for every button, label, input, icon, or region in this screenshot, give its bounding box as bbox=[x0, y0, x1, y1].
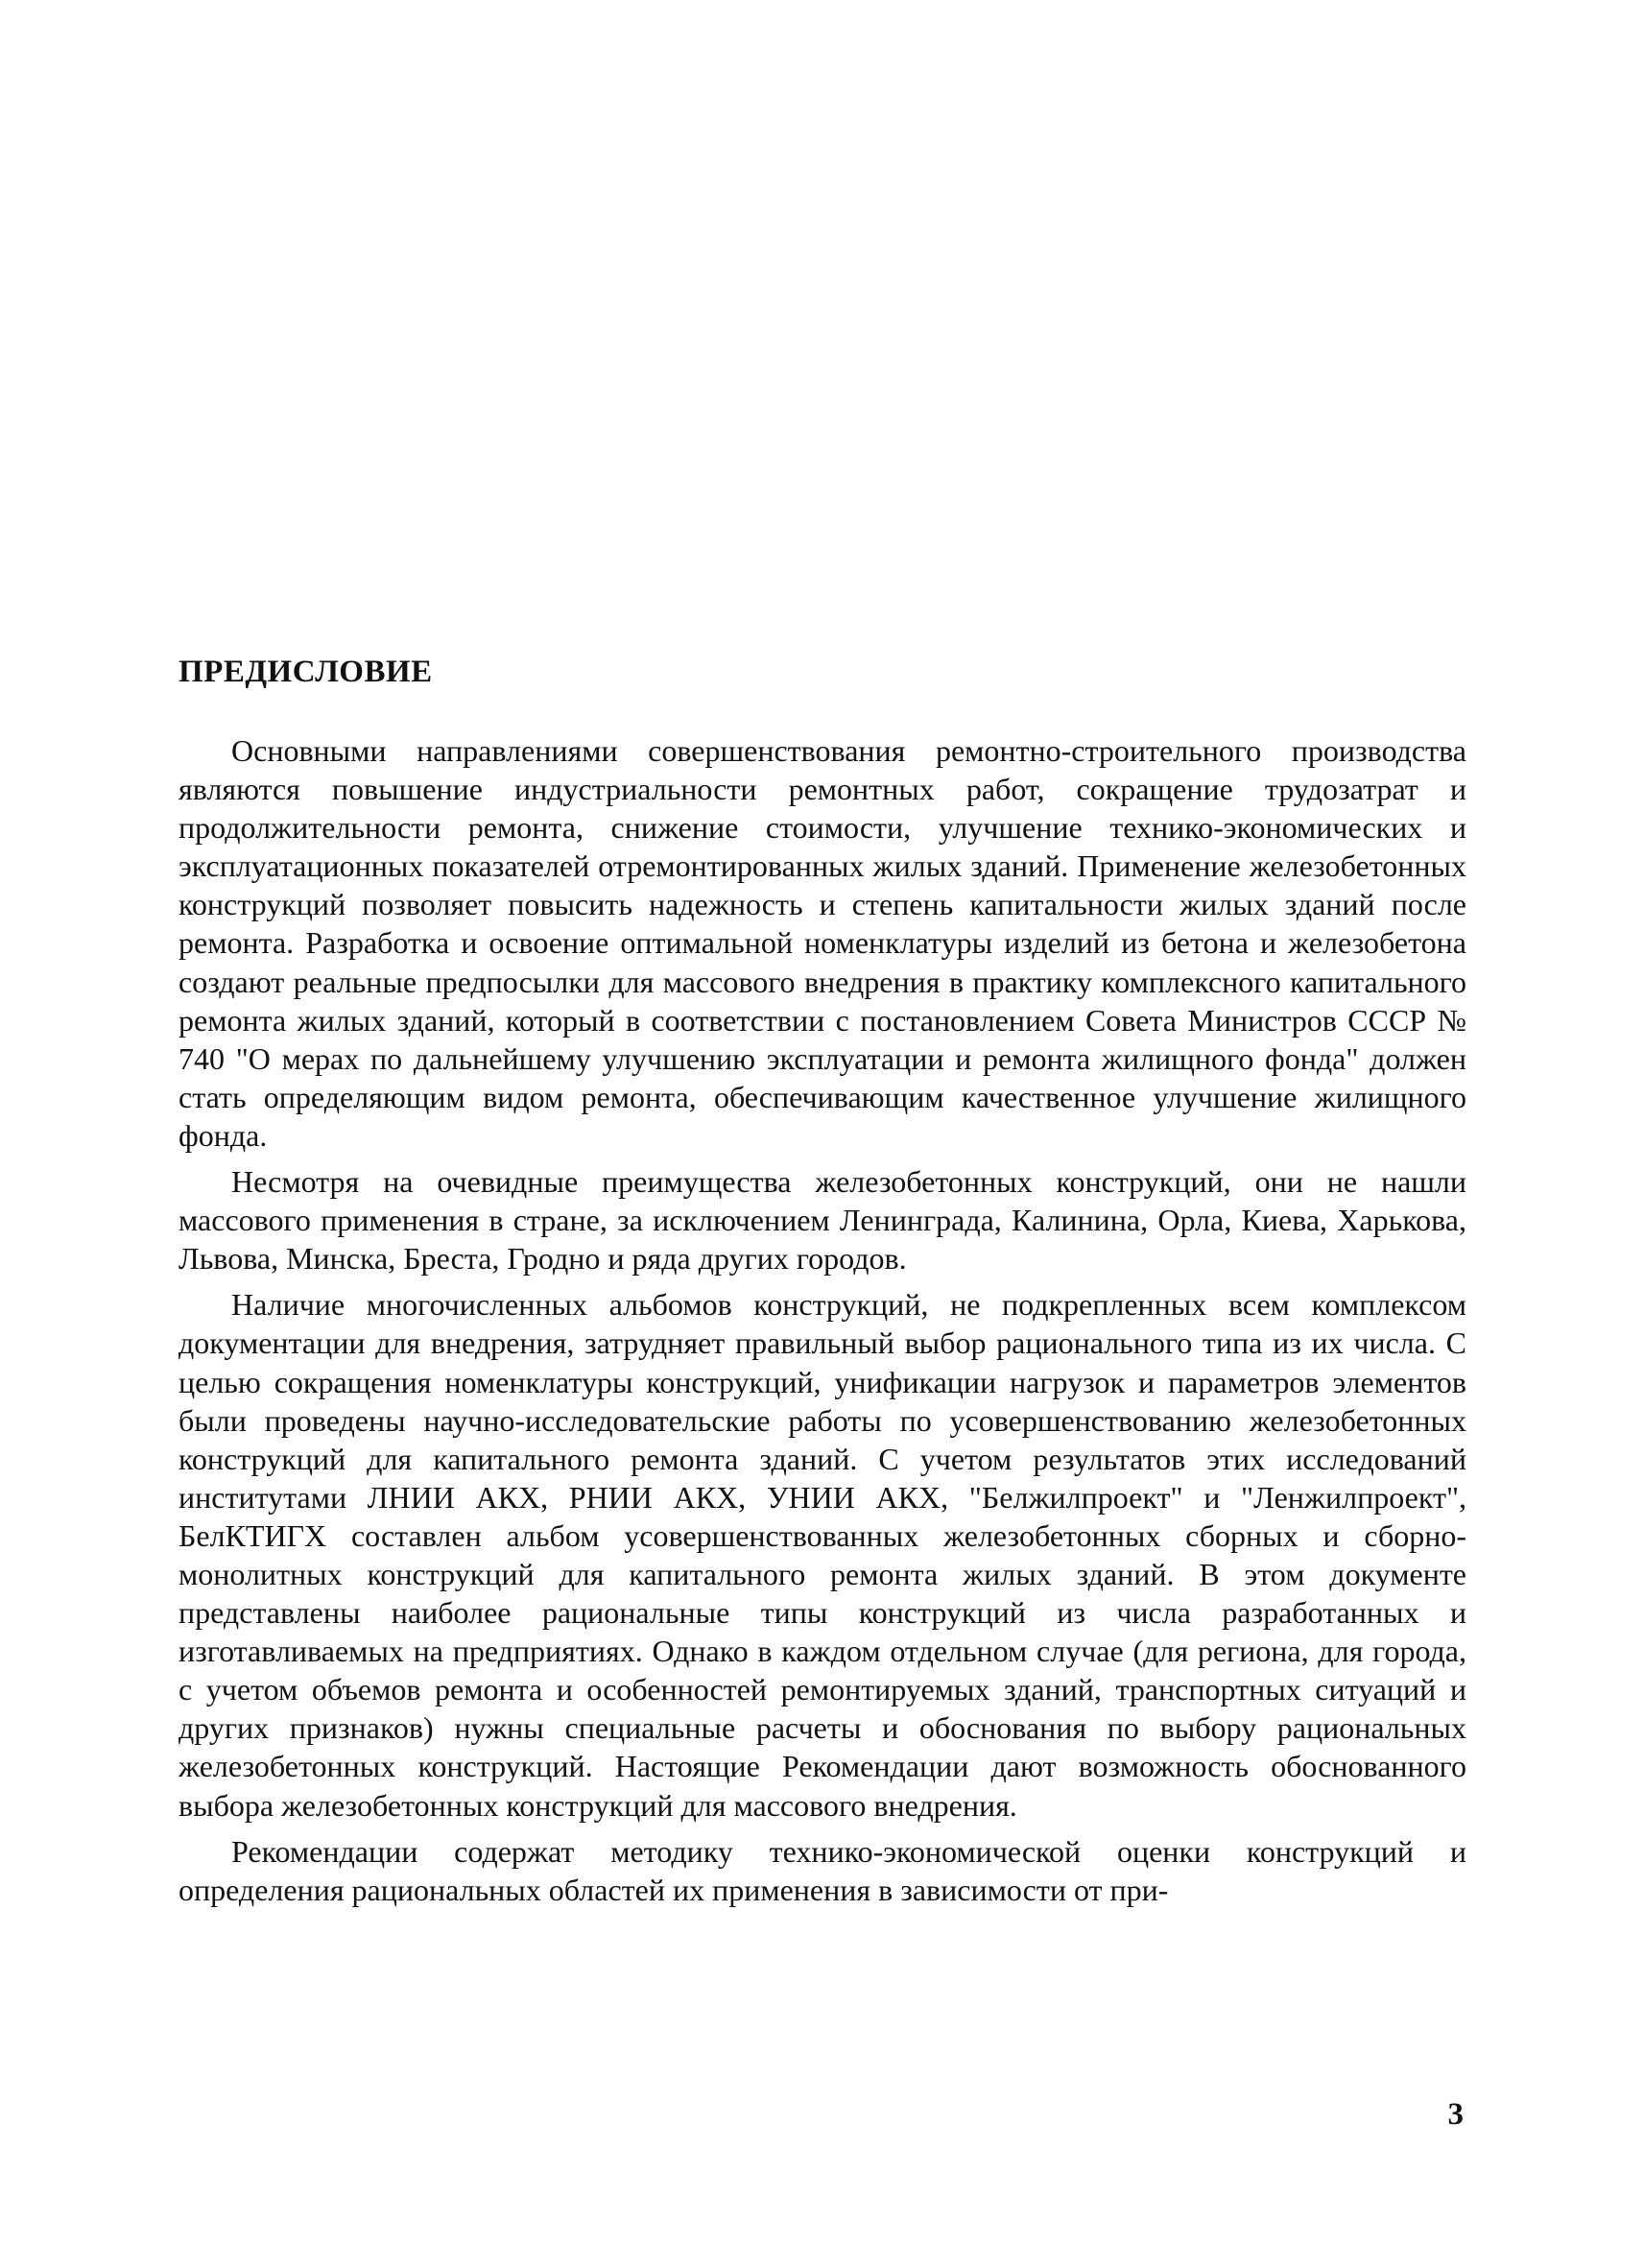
paragraph: Несмотря на очевидные преимущества железобетонных конструкций, они не нашли массового применения в стране, за исключением Ленинграда, Калинина, Орла, Киева, Харькова, Львова, Минска, Бреста, Гродно и ряда других городов. bbox=[179, 1164, 1466, 1277]
paragraph: Рекомендации содержат методику технико-экономической оценки конструкций и определения рациональных областей их применения в зависимости от при- bbox=[179, 1833, 1466, 1907]
paragraph: Наличие многочисленных альбомов конструкций, не подкрепленных всем комплексом документации для внедрения, затрудняет правильный выбор рационального типа из их числа. С целью сокращения номенклатуры конструкций, унификации нагрузок и параметров элементов были проведены научно-исследовательские работы по усовершенствованию железобетонных конструкций для капитального ремонта зданий. С учетом результатов этих исследований институтами ЛНИИ АКХ, РНИИ АКХ, УНИИ АКХ, "Белжилпроект" и "Ленжилпроект", БелКТИГХ составлен альбом усовершенствованных железобетонных сборных и сборно-монолитных конструкций для капитального ремонта жилых зданий. В этом документе представлены наиболее рациональные типы конструкций из числа разработанных и изготавливаемых на предприятиях. Однако в каждом отдельном случае (для региона, для города, с учетом объемов ремонта и особенностей ремонтируемых зданий, транспортных ситуаций и других признаков) нужны специальные расчеты и обоснования по выбору рациональных железобетонных конструкций. Настоящие Рекомендации дают возможность обоснованного выбора железобетонных конструкций для массового внедрения. bbox=[179, 1287, 1466, 1823]
section-heading: ПРЕДИСЛОВИЕ bbox=[179, 655, 433, 689]
page-number: 3 bbox=[1447, 2097, 1464, 2132]
paragraph: Основными направлениями совершенствования ремонтно-строительного производства являются повышение индустриальности ремонтных работ, сокращение трудозатрат и продолжительности ремонта, снижение стоимости, улучшение технико-экономических и эксплуатационных показателей отремонтированных жилых зданий. Применение железобетонных конструкций позволяет повысить надежность и степень капитальности жилых зданий после ремонта. Разработка и освоение оптимальной номенклатуры изделий из бетона и железобетона создают реальные предпосылки для массового внедрения в практику комплексного капитального ремонта жилых зданий, который в соответствии с постановлением Совета Министров СССР № 740 "О мерах по дальнейшему улучшению эксплуатации и ремонта жилищного фонда" должен стать определяющим видом ремонта, обеспечивающим качественное улучшение жилищного фонда. bbox=[179, 733, 1466, 1153]
body-text bbox=[179, 731, 1466, 1917]
